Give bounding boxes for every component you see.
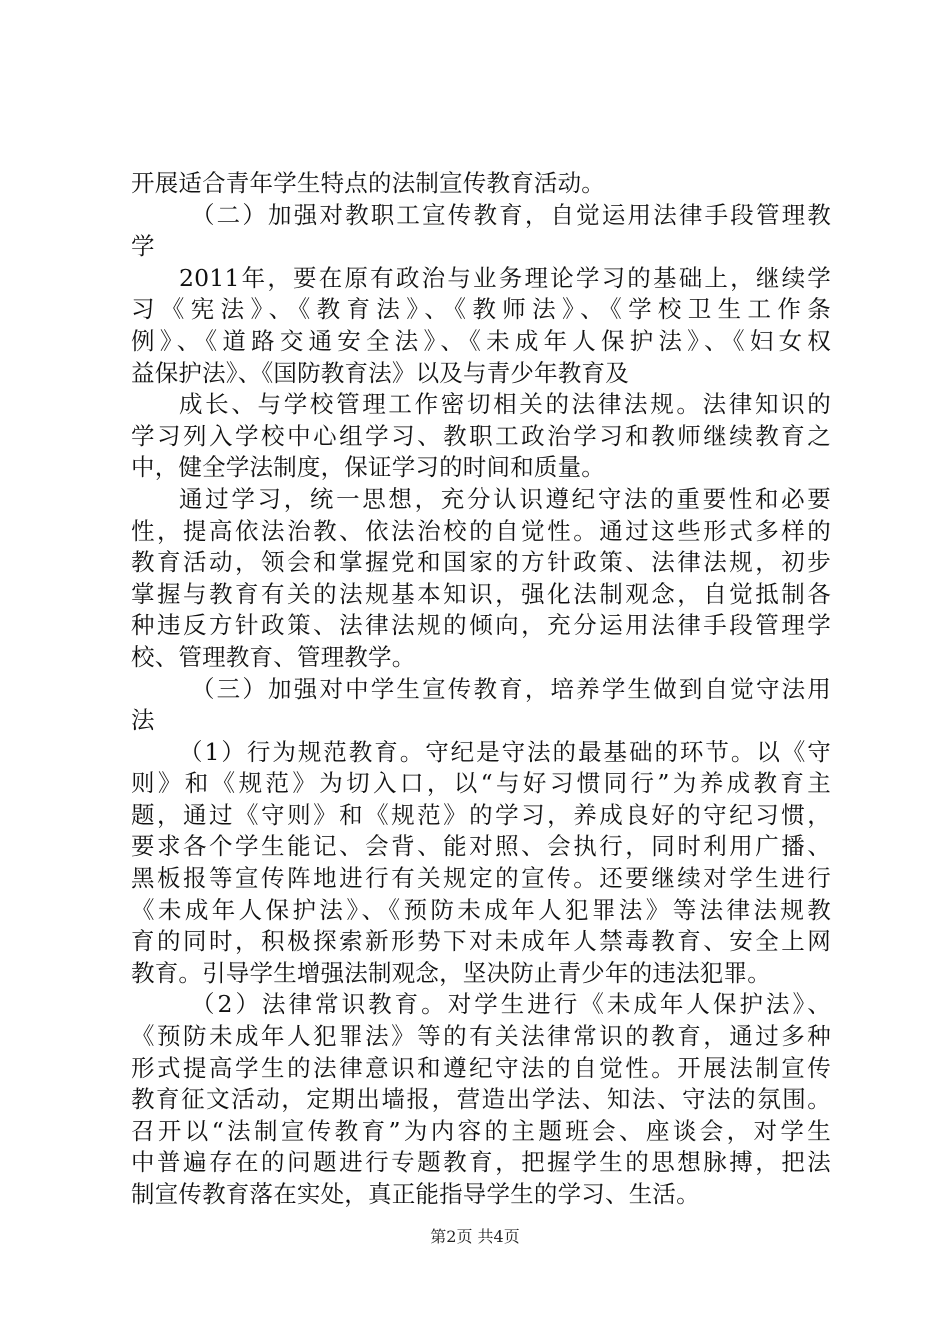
text-line: 性，提高依法治教、依法治校的自觉性。通过这些形式多样的 [131,516,831,545]
text-line: 召开以“法制宣传教育”为内容的主题班会、座谈会，对学生 [131,1116,831,1145]
text-line: 开展适合青年学生特点的法制宣传教育活动。 [131,169,605,197]
text-line: 教育征文活动，定期出墙报，营造出学法、知法、守法的氛围。 [131,1085,831,1114]
text-line: 通过学习，统一思想，充分认识遵纪守法的重要性和必要 [179,484,831,513]
text-line: 黑板报等宣传阵地进行有关规定的宣传。还要继续对学生进行 [131,864,831,893]
text-line: 则》和《规范》为切入口，以“与好习惯同行”为养成教育主 [131,769,831,798]
text-line: 掌握与教育有关的法规基本知识，强化法制观念，自觉抵制各 [131,579,831,608]
text-line: 学习列入学校中心组学习、教职工政治学习和教师继续教育之 [131,421,831,450]
document-body [131,168,831,1211]
section-heading-line: （三）加强对中学生宣传教育，培养学生做到自觉守法用 [191,674,831,703]
section-heading-line: （二）加强对教职工宣传教育，自觉运用法律手段管理教 [191,200,831,229]
section-heading-line: 学 [131,232,155,261]
text-line: 形式提高学生的法律意识和遵纪守法的自觉性。开展法制宣传 [131,1053,831,1082]
text-line: 例》、《道路交通安全法》、《未成年人保护法》、《妇女权 [131,326,831,355]
text-line: 题，通过《守则》和《规范》的学习，养成良好的守纪习惯， [131,800,831,829]
text-line: 中，健全学法制度，保证学习的时间和质量。 [131,453,605,482]
text-line: 要求各个学生能记、会背、能对照、会执行，同时利用广播、 [131,832,831,861]
text-line: 2011年，要在原有政治与业务理论学习的基础上，继续学 [179,263,831,292]
text-line: 教育活动，领会和掌握党和国家的方针政策、法律法规，初步 [131,548,831,577]
text-line: 制宣传教育落在实处，真正能指导学生的学习、生活。 [131,1180,700,1208]
text-line: 益保护法》、《国防教育法》以及与青少年教育及 [131,358,629,387]
text-line: 种违反方针政策、法律法规的倾向，充分运用法律手段管理学 [131,611,831,640]
text-line: 中普遍存在的问题进行专题教育，把握学生的思想脉搏，把法 [131,1148,831,1177]
page-number-footer: 第2页 共4页 [430,1227,520,1246]
section-heading-line: 法 [131,706,155,735]
text-line: 校、管理教育、管理教学。 [131,642,416,671]
text-line: 成长、与学校管理工作密切相关的法律法规。法律知识的 [179,390,831,419]
text-line: 《未成年人保护法》、《预防未成年人犯罪法》等法律法规教 [131,895,831,924]
text-line: （2）法律常识教育。对学生进行《未成年人保护法》、 [191,990,831,1019]
text-line: 习《宪法》、《教育法》、《教师法》、《学校卫生工作条 [131,295,831,324]
text-line: 《预防未成年人犯罪法》等的有关法律常识的教育，通过多种 [131,1022,831,1051]
text-line: （1）行为规范教育。守纪是守法的最基础的环节。以《守 [179,737,831,766]
text-line: 教育。引导学生增强法制观念，坚决防止青少年的违法犯罪。 [131,958,771,987]
text-line: 育的同时，积极探索新形势下对未成年人禁毒教育、安全上网 [131,927,831,956]
